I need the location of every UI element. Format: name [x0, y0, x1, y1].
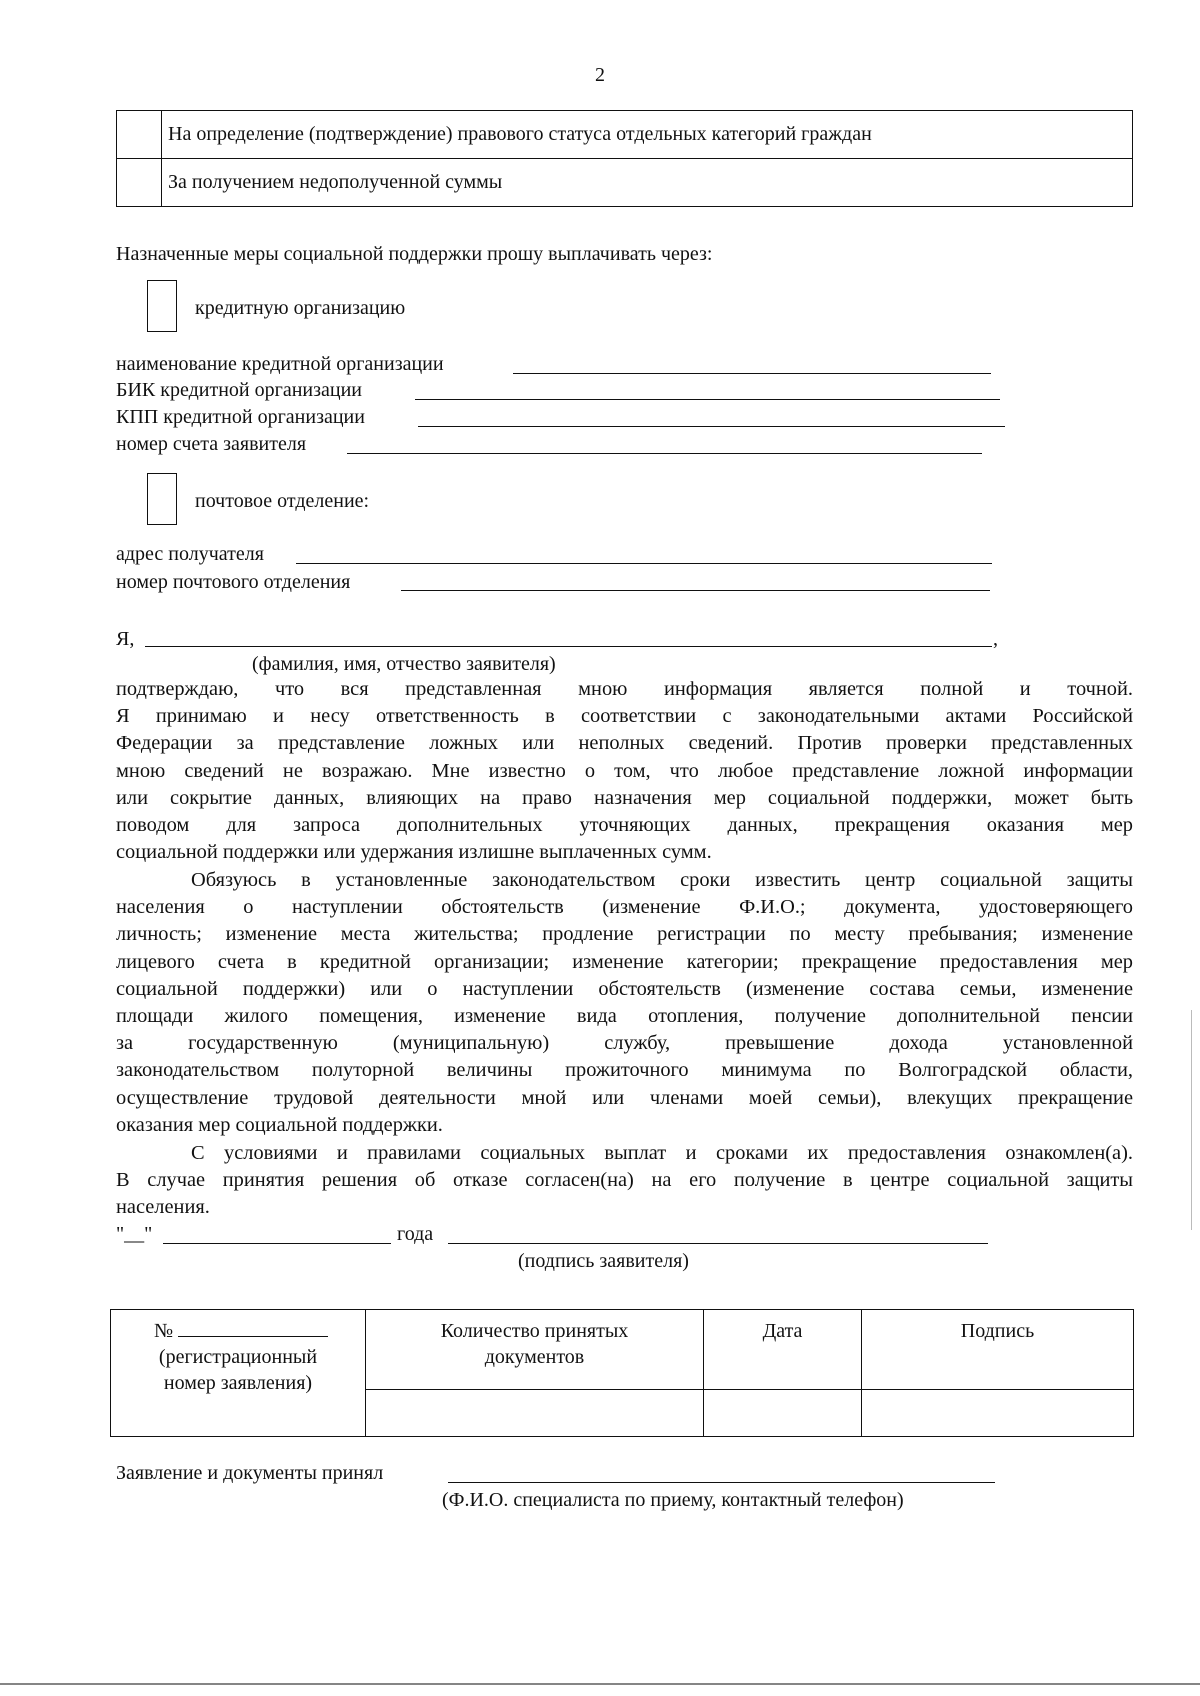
sign-header: Подпись [862, 1310, 1134, 1390]
bank-name-field[interactable] [513, 373, 991, 374]
i-label: Я, [116, 628, 135, 650]
text-line: законодательством полуторной величины прожиточного минимума по Волгоградской области, [116, 1059, 1133, 1082]
text-line: населения. [116, 1196, 210, 1219]
text-line: за государственную (муниципальную) службу, превышение дохода установленной [116, 1032, 1133, 1055]
text-line: личность; изменение места жительства; продление регистрации по месту пребывания; изменение [116, 923, 1133, 946]
text-line: поводом для запроса дополнительных уточняющих данных, прекращения оказания мер [116, 814, 1133, 837]
date-header: Дата [704, 1310, 862, 1390]
text-line: Федерации за представление ложных или неполных сведений. Против проверки представленных [116, 732, 1133, 755]
date-cell[interactable] [704, 1390, 862, 1437]
page-number: 2 [595, 64, 605, 86]
bank-name-label: наименование кредитной организации [116, 353, 444, 375]
post-number-label: номер почтового отделения [116, 571, 351, 593]
reg-number-field[interactable] [178, 1318, 328, 1337]
text-line: С условиями и правилами социальных выплат и сроками их предоставления ознакомлен(а). [191, 1142, 1133, 1164]
account-field[interactable] [347, 453, 982, 454]
accepted-label: Заявление и документы принял [116, 1462, 384, 1484]
scan-edge-mark [1191, 1010, 1192, 1230]
bank-option-label: кредитную организацию [195, 297, 406, 319]
reg-number-cell [111, 1310, 366, 1437]
post-option-label: почтовое отделение: [195, 490, 370, 512]
table-row [117, 111, 1133, 159]
bik-field[interactable] [415, 399, 1000, 400]
declaration-paragraph-3 [116, 1140, 1133, 1222]
address-field[interactable] [296, 563, 992, 564]
signature-caption: (подпись заявителя) [518, 1250, 689, 1272]
date-field[interactable] [163, 1243, 391, 1244]
text-line: подтверждаю, что вся представленная мною информация является полной и точной. [116, 678, 1133, 700]
reg-number-caption: (регистрационный номер заявления) [158, 1346, 318, 1394]
applicant-name-field[interactable] [145, 646, 992, 647]
name-caption: (фамилия, имя, отчество заявителя) [252, 653, 556, 675]
payment-intro: Назначенные меры социальной поддержки прошу выплачивать через: [116, 243, 713, 265]
docs-header [366, 1310, 704, 1390]
text-line: оказания мер социальной поддержки. [116, 1113, 443, 1136]
text-line: лицевого счета в кредитной организации; изменение категории; прекращение предоставления мер [116, 950, 1133, 973]
docs-header-label: Количество принятых документов [440, 1320, 629, 1368]
registration-table [110, 1309, 1134, 1437]
text-line: мною сведений не возражаю. Мне известно о том, что любое представление ложной информации [116, 759, 1133, 782]
comma: , [993, 628, 998, 650]
accepted-caption: (Ф.И.О. специалиста по приему, контактный телефон) [442, 1489, 904, 1511]
table-row [111, 1310, 1134, 1390]
bik-label: БИК кредитной организации [116, 379, 362, 401]
bank-option-checkbox[interactable] [147, 280, 177, 332]
address-label: адрес получателя [116, 543, 264, 565]
request-type-checkbox[interactable] [117, 111, 162, 159]
text-line: социальной поддержки) или о наступлении обстоятельств (изменение состава семьи, изменение [116, 977, 1133, 1000]
date-quote: "__" [116, 1223, 153, 1245]
text-line: Я принимаю и несу ответственность в соответствии с законодательными актами Российской [116, 705, 1133, 728]
number-sign: № [154, 1320, 174, 1342]
post-number-field[interactable] [401, 590, 990, 591]
text-line: Обязуюсь в установленные законодательством сроки известить центр социальной защиты [191, 869, 1133, 891]
text-line: осуществление трудовой деятельности мной или членами моей семьи), влекущих прекращение [116, 1086, 1133, 1109]
text-line: или сокрытие данных, влияющих на право назначения мер социальной поддержки, может быть [116, 786, 1133, 809]
year-label: года [397, 1223, 434, 1245]
request-type-label: На определение (подтверждение) правового статуса отдельных категорий граждан [162, 111, 1133, 159]
table-row [117, 159, 1133, 207]
accepted-by-field[interactable] [448, 1482, 995, 1483]
kpp-label: КПП кредитной организации [116, 406, 365, 428]
declaration-paragraph-2 [116, 867, 1133, 1139]
text-line: социальной поддержки или удержания излишне выплаченных сумм. [116, 841, 712, 864]
request-type-label: За получением недополученной суммы [162, 159, 1133, 207]
post-option-checkbox[interactable] [147, 473, 177, 525]
declaration-paragraph-1 [116, 676, 1133, 866]
sign-cell[interactable] [862, 1390, 1134, 1437]
docs-count-cell[interactable] [366, 1390, 704, 1437]
request-type-table [116, 110, 1133, 207]
text-line: населения о наступлении обстоятельств (изменение Ф.И.О.; документа, удостоверяющего [116, 896, 1133, 919]
request-type-checkbox[interactable] [117, 159, 162, 207]
text-line: В случае принятия решения об отказе согласен(на) на его получение в центре социальной защиты [116, 1169, 1133, 1192]
signature-field[interactable] [448, 1243, 988, 1244]
text-line: площади жилого помещения, изменение вида отопления, получение дополнительной пенсии [116, 1005, 1133, 1028]
account-label: номер счета заявителя [116, 433, 307, 455]
kpp-field[interactable] [418, 426, 1005, 427]
scan-bottom-edge [0, 1683, 1200, 1685]
